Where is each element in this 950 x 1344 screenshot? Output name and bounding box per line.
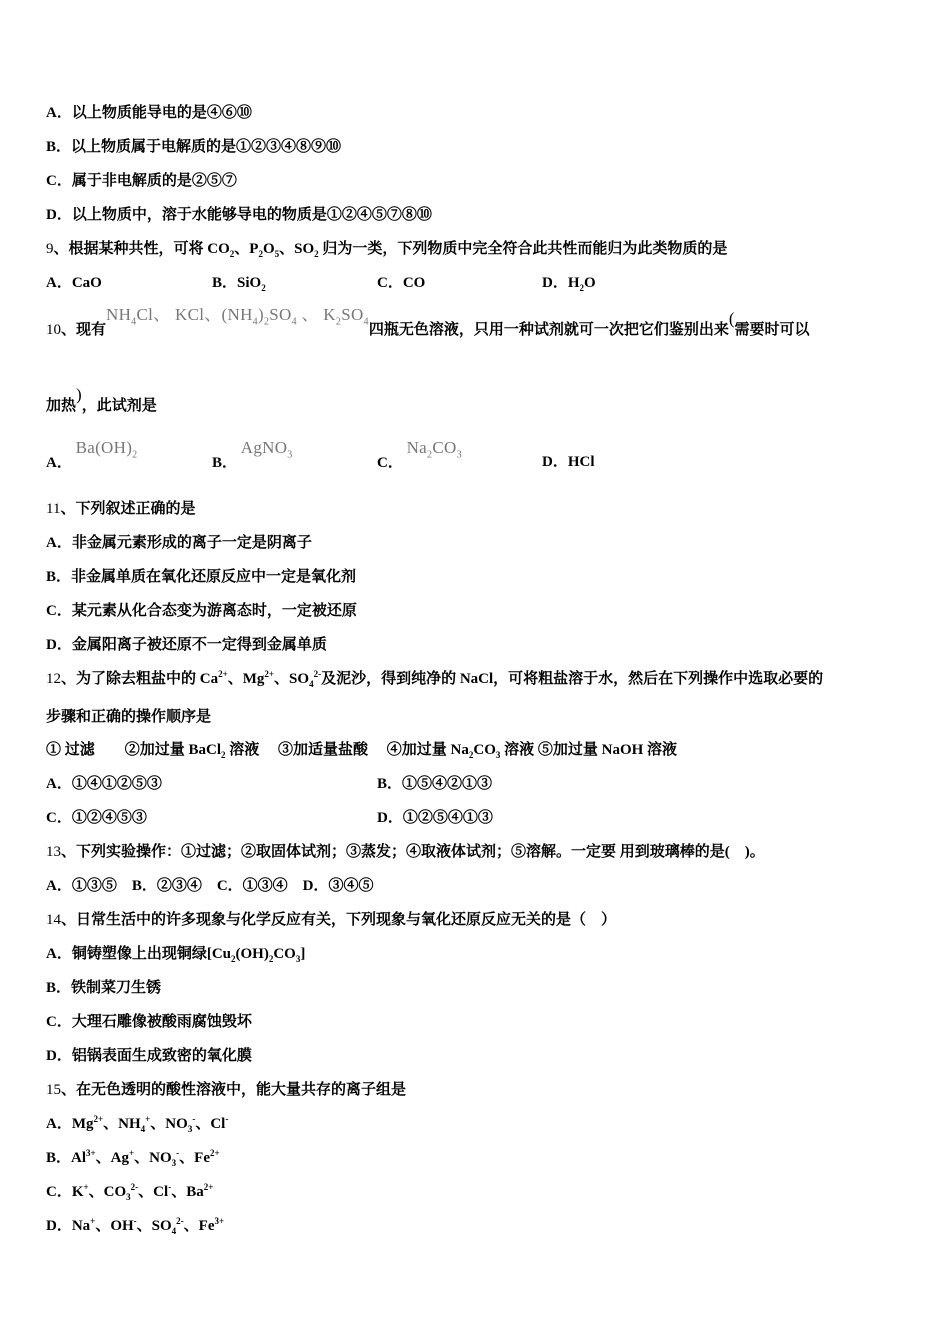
line-text <box>46 499 195 519</box>
line-text <box>46 533 312 553</box>
superscript: 2+ <box>203 1182 214 1192</box>
text: A．Mg <box>46 1116 94 1132</box>
text: B．Al <box>46 1150 87 1166</box>
line-text <box>46 171 237 191</box>
text: 、现有 <box>61 322 107 338</box>
formula: $CO_3$ <box>432 438 462 461</box>
formula-subscript: 4 <box>363 316 369 328</box>
superscript: 2+ <box>218 669 228 679</box>
subscript: 2 <box>314 249 319 259</box>
line-text <box>46 1046 252 1066</box>
text: CO <box>273 946 296 962</box>
text: 溶液 ⑤加过量 NaOH 溶液 <box>500 742 678 758</box>
text: 需要时可以 <box>734 322 810 338</box>
superscript: + <box>145 1114 151 1124</box>
text: A． <box>46 455 76 471</box>
subscript: 3 <box>187 1124 193 1134</box>
formula-subscript: 3 <box>456 449 462 461</box>
text: 、在无色透明的酸性溶液中，能大量共存的离子组是 <box>61 1082 407 1098</box>
subscript: 2 <box>579 283 585 293</box>
text: A．CaO <box>46 275 102 291</box>
text: 、Cl <box>138 1184 169 1200</box>
line-text <box>46 740 677 760</box>
text: C．大理石雕像被酸雨腐蚀毁坏 <box>46 1014 252 1030</box>
text: A．①③⑤ B．②③④ C．①③④ D．③④⑤ <box>46 878 374 894</box>
line-text <box>46 876 374 896</box>
text: 、Ba <box>171 1184 204 1200</box>
text: 及泥沙，得到纯净的 NaCl，可将粗盐溶于水，然后在下列操作中选取必要的 <box>321 671 824 687</box>
text: 归为一类，下列物质中完全符合此共性而能归为此类物质的是 <box>318 241 728 257</box>
answer-option <box>377 808 493 828</box>
text: B．非金属单质在氧化还原反应中一定是氧化剂 <box>46 569 357 585</box>
text: 、Fe <box>183 1218 215 1234</box>
text: 、Cl <box>195 1116 226 1132</box>
text: CO <box>473 742 496 758</box>
text: 、Ag <box>95 1150 129 1166</box>
formula: Cl、 KCl、($NH_4$ <box>136 305 258 328</box>
superscript: 2- <box>313 669 322 679</box>
text: 、CO <box>88 1184 127 1200</box>
parenthesis: ( <box>728 309 735 328</box>
text: C．属于非电解质的是②⑤⑦ <box>46 173 237 189</box>
text: 、日常生活中的许多现象与化学反应有关，下列现象与氧化还原反应无关的是（ ） <box>61 912 617 928</box>
text: 、根据某种共性，可将 CO <box>53 241 230 257</box>
formula: $SO_4$ <box>269 305 297 328</box>
line-text <box>46 707 211 727</box>
question-number: 13 <box>46 844 61 860</box>
text: 、NO <box>134 1150 172 1166</box>
line-text <box>46 842 765 862</box>
subscript: 2 <box>231 954 236 964</box>
text: 、SO <box>136 1218 172 1234</box>
formula-subscript: 2 <box>427 449 433 461</box>
answer-option <box>542 273 596 293</box>
formula-subscript: 2 <box>263 316 270 328</box>
subscript: 2 <box>261 283 266 293</box>
formula: $NH_4$ <box>106 305 137 328</box>
formula-subscript: 4 <box>252 316 258 328</box>
text: A．以上物质能导电的是④⑥⑩ <box>46 105 252 121</box>
line-text <box>46 601 357 621</box>
text: D．Na <box>46 1218 91 1234</box>
line-text <box>46 1216 224 1236</box>
line-text <box>46 944 305 964</box>
line-text <box>46 239 727 259</box>
text: ，此试剂是 <box>81 398 157 414</box>
line-text <box>46 305 810 340</box>
text: C．CO <box>377 275 426 291</box>
line-text <box>46 137 341 157</box>
text: 、SO <box>274 671 310 687</box>
text: A．铜铸塑像上出现铜绿[Cu <box>46 946 232 962</box>
answer-option <box>212 273 266 293</box>
question-number: 12 <box>46 671 61 687</box>
formula: $SO_4$ <box>341 305 369 328</box>
text: ] <box>300 946 306 962</box>
line-text <box>46 1114 228 1134</box>
text: D．金属阳离子被还原不一定得到金属单质 <box>46 637 327 653</box>
line-text <box>46 567 356 587</box>
parenthesis: ) <box>76 385 82 404</box>
text: 、Fe <box>179 1150 210 1166</box>
text: C．K <box>46 1184 84 1200</box>
line-text <box>46 385 157 416</box>
superscript: 2+ <box>209 1148 220 1158</box>
formula-subscript: 4 <box>131 316 137 328</box>
superscript: - <box>225 1114 229 1124</box>
answer-option <box>377 438 462 473</box>
text: D．以上物质中，溶于水能够导电的物质是①②④⑤⑦⑧⑩ <box>46 207 432 223</box>
text: B．以上物质属于电解质的是①②③④⑧⑨⑩ <box>46 139 342 155</box>
text: 、下列叙述正确的是 <box>60 501 196 517</box>
subscript: 3 <box>126 1192 131 1202</box>
text: O <box>584 275 596 291</box>
line-text <box>46 1080 406 1100</box>
text: O <box>262 241 275 257</box>
text: B．铁制菜刀生锈 <box>46 980 162 996</box>
line-text <box>46 103 252 123</box>
formula: $Ba(OH)_2$ <box>75 438 138 461</box>
formula-subscript: 3 <box>287 449 293 461</box>
text: D．铝锅表面生成致密的氧化膜 <box>46 1048 252 1064</box>
superscript: + <box>83 1182 89 1192</box>
formula-subscript: 4 <box>291 316 297 328</box>
question-number: 9 <box>46 241 54 257</box>
answer-option <box>46 273 102 293</box>
subscript: 2 <box>258 249 263 259</box>
subscript: 2 <box>468 750 474 760</box>
subscript: 2 <box>268 954 274 964</box>
text: 溶液 ③加适量盐酸 ④加过量 Na <box>225 742 469 758</box>
line-text <box>46 669 823 689</box>
line-text <box>46 978 161 998</box>
text: B． <box>212 455 241 471</box>
text: 、OH <box>95 1218 134 1234</box>
superscript: - <box>133 1216 137 1226</box>
subscript: 3 <box>495 750 501 760</box>
superscript: - <box>176 1148 180 1158</box>
superscript: 3+ <box>214 1216 225 1226</box>
subscript: 3 <box>295 954 301 964</box>
question-number: 10 <box>46 322 61 338</box>
subscript: 4 <box>140 1124 146 1134</box>
superscript: 2- <box>176 1216 184 1226</box>
subscript: 5 <box>274 249 280 259</box>
subscript: 2 <box>229 249 235 259</box>
line-text <box>46 205 432 225</box>
text: 、NO <box>150 1116 188 1132</box>
question-number: 11 <box>46 501 61 517</box>
superscript: 2+ <box>264 669 275 679</box>
answer-option <box>46 774 162 794</box>
superscript: 2- <box>130 1182 139 1192</box>
formula-subscript: 2 <box>335 316 342 328</box>
line-text <box>46 1148 220 1168</box>
subscript: 3 <box>171 1158 177 1168</box>
superscript: - <box>168 1182 172 1192</box>
line-text <box>46 910 616 930</box>
subscript: 4 <box>309 679 314 689</box>
superscript: 3+ <box>86 1148 96 1158</box>
answer-option <box>46 808 147 828</box>
text: D．HCl <box>542 454 595 470</box>
answer-option <box>377 273 425 293</box>
formula: $Na_2$ <box>406 438 433 461</box>
subscript: 4 <box>171 1226 177 1236</box>
text: 、Mg <box>227 671 265 687</box>
text: 、为了除去粗盐中的 Ca <box>61 671 219 687</box>
formula-subscript: 2 <box>132 449 138 461</box>
superscript: + <box>90 1216 96 1226</box>
answer-option <box>212 438 293 473</box>
formula: 、 $K_2$ <box>296 305 342 328</box>
line-text <box>46 1182 213 1202</box>
text: 步骤和正确的操作顺序是 <box>46 709 212 725</box>
line-text <box>46 1012 252 1032</box>
subscript: 2 <box>221 750 226 760</box>
text: 四瓶无色溶液，只用一种试剂就可一次把它们鉴别出来 <box>368 322 729 338</box>
superscript: - <box>192 1114 196 1124</box>
text: (OH) <box>235 946 269 962</box>
text: 加热 <box>46 398 77 414</box>
formula: AgNO$_3$ <box>240 438 293 461</box>
text: B．SiO <box>212 275 262 291</box>
text: 、NH <box>103 1116 141 1132</box>
text: B．①⑤④②①③ <box>377 776 493 792</box>
text: C．某元素从化合态变为游离态时，一定被还原 <box>46 603 357 619</box>
text: A．非金属元素形成的离子一定是阴离子 <box>46 535 312 551</box>
text: 、下列实验操作：①过滤；②取固体试剂；③蒸发；④取液体试剂；⑤溶解。一定要 用到玻璃棒的是( )。 <box>61 844 765 860</box>
superscript: + <box>129 1148 135 1158</box>
text: D．①②⑤④①③ <box>377 810 493 826</box>
question-number: 14 <box>46 912 61 928</box>
text: 、SO <box>279 241 315 257</box>
answer-option <box>377 774 492 794</box>
text: C． <box>377 455 407 471</box>
answer-option <box>542 452 595 472</box>
text: 、P <box>234 241 259 257</box>
text: D．H <box>542 275 580 291</box>
line-text <box>46 635 327 655</box>
answer-option <box>46 438 138 473</box>
text: ① 过滤 ②加过量 BaCl <box>46 742 222 758</box>
text: A．①④①②⑤③ <box>46 776 162 792</box>
formula: )$_2$ <box>257 305 270 328</box>
superscript: 2+ <box>93 1114 104 1124</box>
text: C．①②④⑤③ <box>46 810 147 826</box>
question-number: 15 <box>46 1082 61 1098</box>
